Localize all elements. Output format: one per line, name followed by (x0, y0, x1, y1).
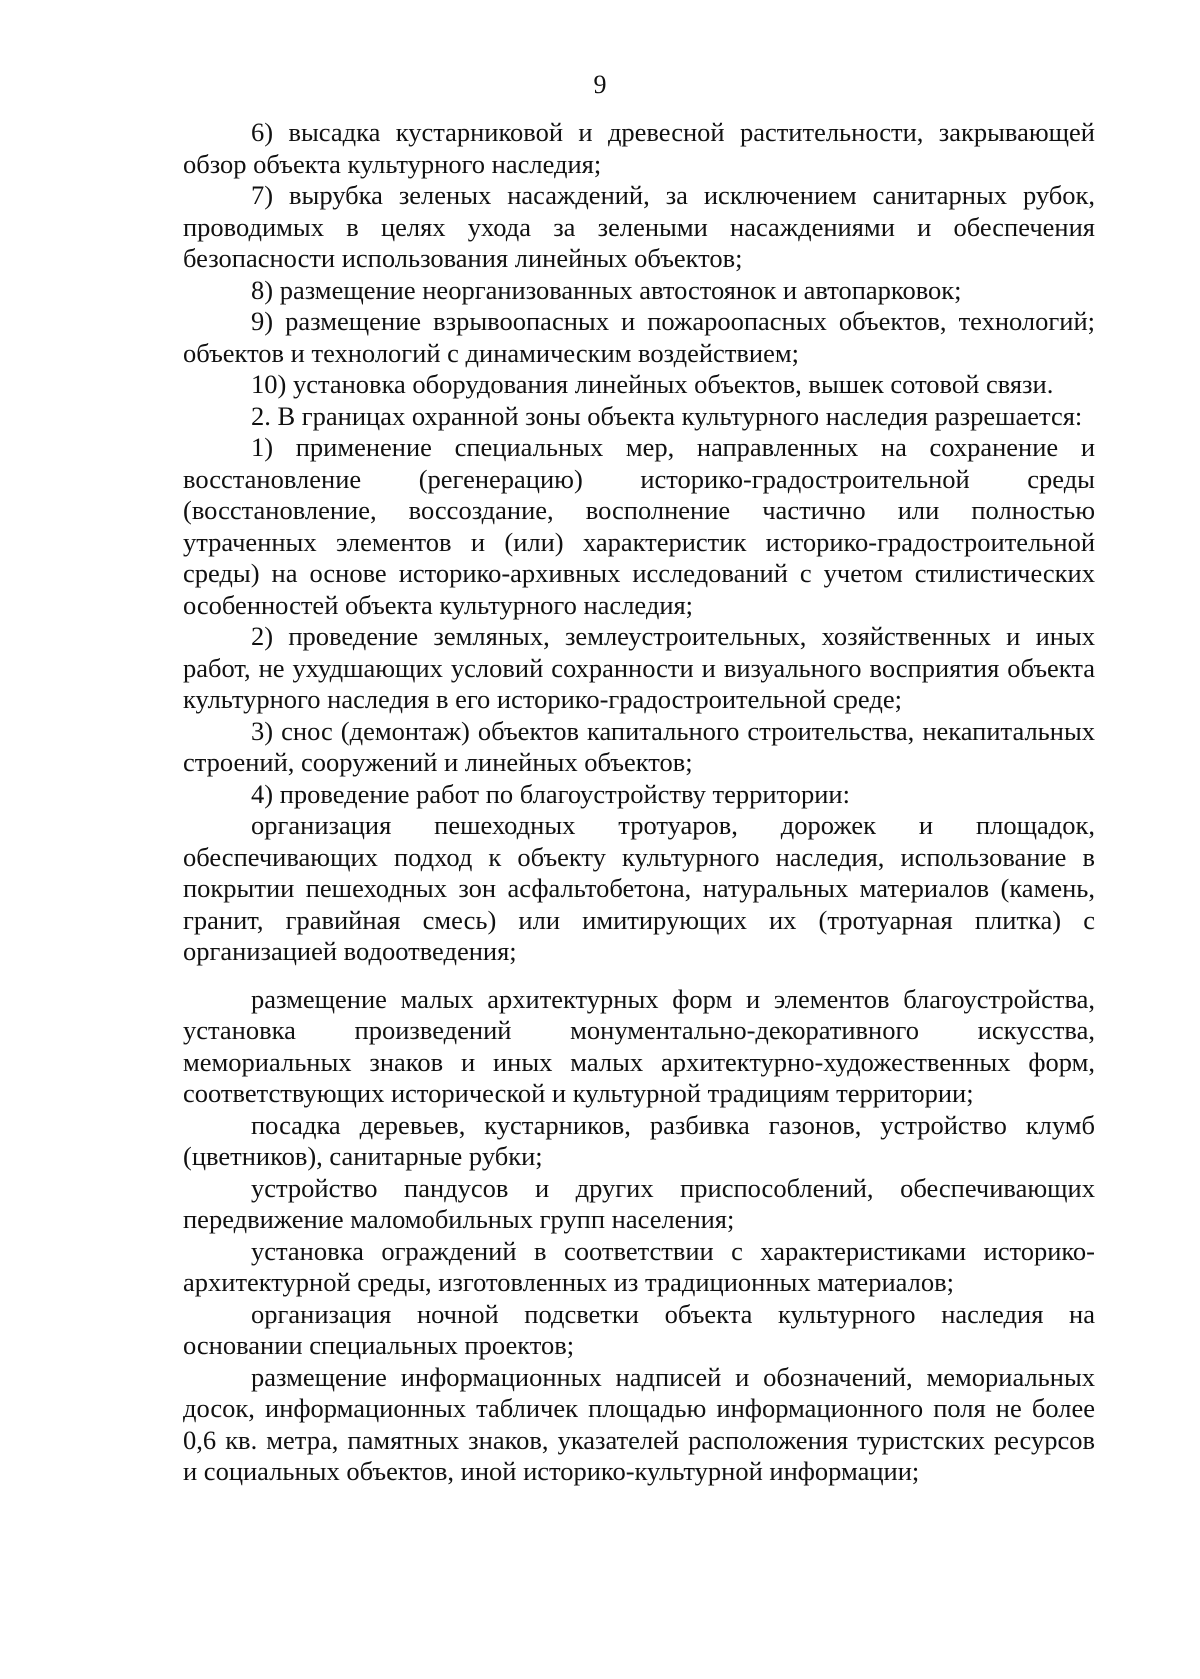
paragraph-item-10-restriction: 10) установка оборудования линейных объектов, вышек сотовой связи. (251, 369, 1054, 399)
paragraph-item-8-restriction: 8) размещение неорганизованных автостоянок и автопарковок; (251, 274, 962, 305)
paragraph-item-6-restriction: 6) высадка кустарниковой и древесной растительности, закрывающей обзор объекта культурного наследия; (183, 117, 1095, 179)
paragraph-night-lighting: организация ночной подсветки объекта культурного наследия на основании специальных проектов; (183, 1298, 1095, 1360)
paragraph-ramps: устройство пандусов и других приспособлений, обеспечивающих передвижение маломобильных групп населения; (183, 1172, 1095, 1234)
paragraph-small-forms: размещение малых архитектурных форм и элементов благоустройства, установка произведений монументально-декоративного искусства, мемориальных знаков и иных малых архитектурно-художественных форм, соответствующих исторической и культурной традициям территории; (183, 983, 1095, 1108)
paragraph-allowed-1: 1) применение специальных мер, направленных на сохранение и восстановление (регенерацию) историко-градостроительной среды (восстановление, воссоздание, восполнение частично или полностью утраченных элементов и (или) характеристик историко-градостроительной среды) на основе историко-архивных исследований с учетом стилистических особенностей объекта культурного наследия; (183, 432, 1095, 620)
paragraph-section-2-heading: 2. В границах охранной зоны объекта культурного наследия разрешается: (251, 400, 1083, 431)
paragraph-allowed-3: 3) снос (демонтаж) объектов капитального строительства, некапитальных строений, сооружений и линейных объектов; (183, 715, 1095, 777)
paragraph-walkways: организация пешеходных тротуаров, дорожек и площадок, обеспечивающих подход к объекту культурного наследия, использование в покрытии пешеходных зон асфальтобетона, натуральных материалов (камень, гранит, гравийная смесь) или имитирующих их (тротуарная плитка) с организацией водоотведения; (183, 810, 1095, 966)
document-body (183, 117, 1095, 1488)
paragraph-info-signs: размещение информационных надписей и обозначений, мемориальных досок, информационных табличек площадью информационного поля не более 0,6 кв. метра, памятных знаков, указателей расположения туристских ресурсов и социальных объектов, иной историко-культурной информации; (183, 1361, 1095, 1486)
paragraph-allowed-4: 4) проведение работ по благоустройству территории: (251, 778, 850, 809)
paragraph-planting: посадка деревьев, кустарников, разбивка газонов, устройство клумб (цветников), санитарные рубки; (183, 1109, 1095, 1171)
paragraph-item-7-restriction: 7) вырубка зеленых насаждений, за исключением санитарных рубок, проводимых в целях ухода за зелеными насаждениями и обеспечения безопасности использования линейных объектов; (183, 180, 1095, 273)
page-number: 9 (593, 70, 607, 99)
paragraph-allowed-2: 2) проведение земляных, землеустроительных, хозяйственных и иных работ, не ухудшающих условий сохранности и визуального восприятия объекта культурного наследия в его историко-градостроительной среде; (183, 621, 1095, 714)
paragraph-item-9-restriction: 9) размещение взрывоопасных и пожароопасных объектов, технологий; объектов и технологий с динамическим воздействием; (183, 306, 1095, 368)
paragraph-fences: установка ограждений в соответствии с характеристиками историко-архитектурной среды, изготовленных из традиционных материалов; (183, 1235, 1095, 1297)
